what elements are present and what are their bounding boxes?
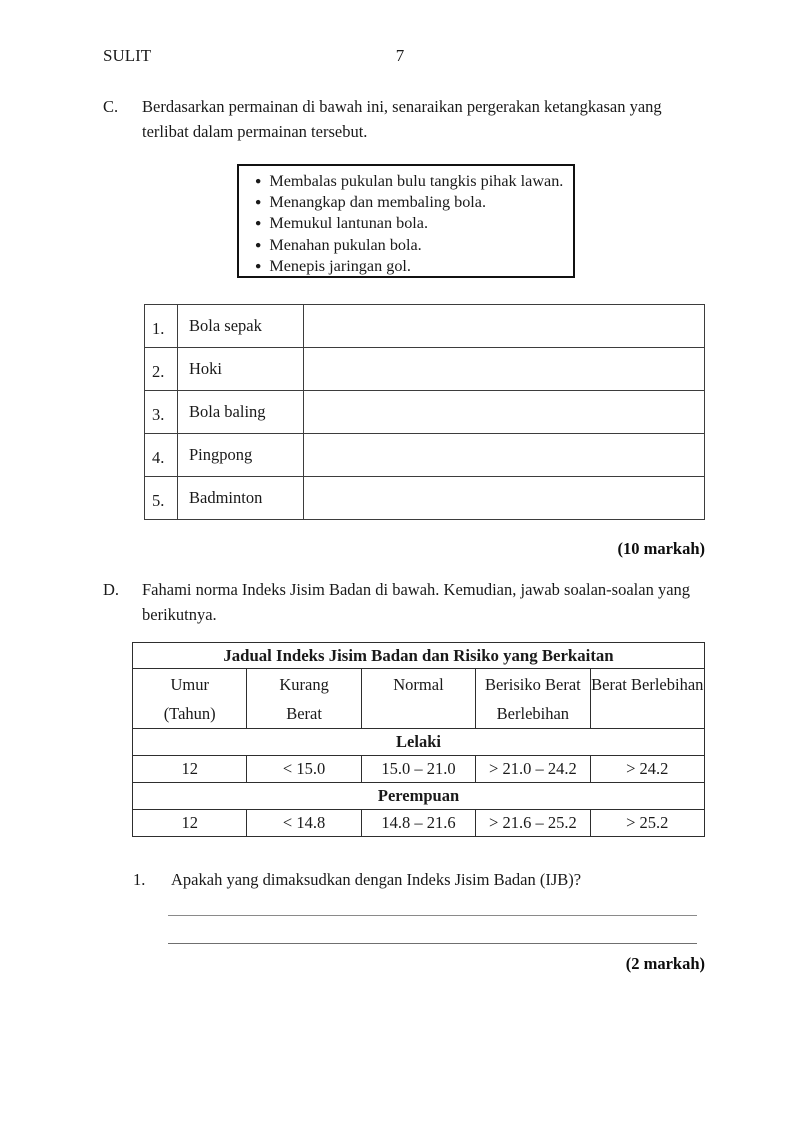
column-header: Normal — [361, 669, 475, 729]
movement-item-text: Menangkap dan membaling bola. — [269, 193, 487, 212]
question-number: 1. — [133, 870, 146, 889]
table-row — [145, 391, 705, 434]
row-number: 5. — [145, 477, 178, 520]
table-row — [145, 348, 705, 391]
table-row — [145, 305, 705, 348]
answer-cell[interactable] — [304, 305, 705, 348]
group-row — [133, 729, 705, 756]
game-name: Badminton — [178, 477, 304, 520]
game-name: Bola baling — [178, 391, 304, 434]
cell-berlebihan: > 24.2 — [590, 756, 704, 783]
movement-item-text: Memukul lantunan bola. — [269, 214, 429, 233]
cell-umur: 12 — [133, 810, 247, 837]
group-label-perempuan: Perempuan — [133, 783, 705, 810]
bullet-icon: ● — [255, 176, 262, 187]
group-row — [133, 783, 705, 810]
bullet-icon: ● — [255, 197, 262, 209]
movement-list-box — [237, 164, 575, 278]
bmi-table — [132, 642, 705, 837]
confidential-label: SULIT — [103, 46, 152, 65]
cell-berlebihan: > 25.2 — [590, 810, 704, 837]
table-header-row — [133, 669, 705, 729]
table-title-row — [133, 643, 705, 669]
answer-cell[interactable] — [304, 348, 705, 391]
section-c-label: C. — [103, 97, 119, 116]
section-d — [103, 577, 710, 627]
list-item — [255, 192, 569, 213]
table-row — [133, 810, 705, 837]
page-number: 7 — [395, 46, 405, 65]
movement-item-text: Menahan pukulan bola. — [269, 235, 422, 254]
cell-normal: 15.0 – 21.0 — [361, 756, 475, 783]
answer-cell[interactable] — [304, 391, 705, 434]
answer-cell[interactable] — [304, 477, 705, 520]
row-number: 3. — [145, 391, 178, 434]
cell-kurang-berat: < 14.8 — [247, 810, 361, 837]
movement-item-text: Menepis jaringan gol. — [269, 256, 411, 275]
answer-line[interactable] — [168, 928, 697, 944]
marks-label-2: (2 markah) — [625, 954, 705, 973]
column-header: Berisiko Berat Berlebihan — [476, 669, 590, 729]
row-number: 4. — [145, 434, 178, 477]
column-header: Kurang Berat — [247, 669, 361, 729]
table-row — [133, 756, 705, 783]
table-row — [145, 434, 705, 477]
question-1 — [133, 870, 581, 890]
section-c — [103, 94, 710, 144]
answer-cell[interactable] — [304, 434, 705, 477]
section-d-label: D. — [103, 580, 120, 599]
cell-umur: 12 — [133, 756, 247, 783]
marks-label-10: (10 markah) — [617, 539, 705, 558]
question-text: Apakah yang dimaksudkan dengan Indeks Jisim Badan (IJB)? — [171, 870, 582, 889]
game-name: Hoki — [178, 348, 304, 391]
cell-kurang-berat: < 15.0 — [247, 756, 361, 783]
section-d-prompt: Fahami norma Indeks Jisim Badan di bawah. Kemudian, jawab soalan-soalan yang berikutnya. — [142, 580, 691, 624]
group-label-lelaki: Lelaki — [133, 729, 705, 756]
movement-item-text: Membalas pukulan bulu tangkis pihak lawan. — [269, 172, 564, 190]
cell-berisiko: > 21.6 – 25.2 — [476, 810, 590, 837]
game-name: Pingpong — [178, 434, 304, 477]
list-item — [255, 256, 569, 277]
games-table — [144, 304, 705, 520]
table-row — [145, 477, 705, 520]
game-name: Bola sepak — [178, 305, 304, 348]
list-item — [255, 171, 569, 192]
list-item — [255, 213, 569, 234]
column-header: Berat Berlebihan — [590, 669, 704, 729]
cell-normal: 14.8 – 21.6 — [361, 810, 475, 837]
bullet-icon: ● — [255, 260, 262, 272]
row-number: 1. — [145, 305, 178, 348]
row-number: 2. — [145, 348, 178, 391]
bullet-icon: ● — [255, 218, 262, 230]
bmi-table-title: Jadual Indeks Jisim Badan dan Risiko yang Berkaitan — [133, 643, 705, 669]
answer-line[interactable] — [168, 900, 697, 916]
cell-berisiko: > 21.0 – 24.2 — [476, 756, 590, 783]
list-item — [255, 235, 569, 256]
column-header: Umur (Tahun) — [133, 669, 247, 729]
bullet-icon: ● — [255, 239, 262, 251]
section-c-prompt: Berdasarkan permainan di bawah ini, senaraikan pergerakan ketangkasan yang terlibat dalam permainan tersebut. — [142, 97, 662, 141]
